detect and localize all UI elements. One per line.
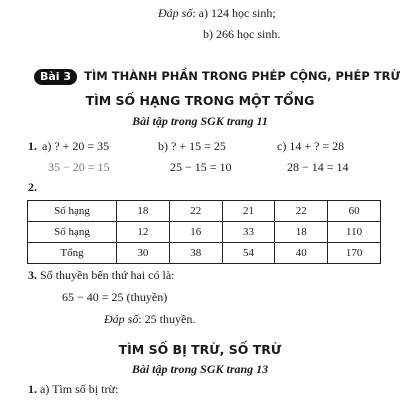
table-cell: 54 <box>222 243 275 264</box>
table-cell: 60 <box>328 201 381 222</box>
ex4-text: a) Tìm số bị trừ: <box>40 382 119 396</box>
table-row <box>28 201 381 222</box>
part2-heading: TÌM SỐ BỊ TRỪ, SỐ TRỪ <box>118 342 282 357</box>
ex1-b-work: 25 − 15 = 10 <box>170 160 232 174</box>
table-cell: 21 <box>222 201 275 222</box>
ex1-b: b) ? + 15 = 25 <box>158 139 226 153</box>
section-title: TÌM THÀNH PHẦN TRONG PHÉP CỘNG, PHÉP TRỪ <box>84 69 400 83</box>
part1-heading: TÌM SỐ HẠNG TRONG MỘT TỔNG <box>85 93 315 108</box>
answer-label: Đáp số <box>158 6 193 20</box>
lesson-badge: Bài 3 <box>34 69 77 85</box>
ex1-c-work: 28 − 14 = 14 <box>287 160 349 174</box>
table-cell: 38 <box>169 243 222 264</box>
table-cell: 18 <box>117 201 170 222</box>
table-cell: 18 <box>275 222 328 243</box>
table-cell: 110 <box>328 222 381 243</box>
ex2-number: 2. <box>28 180 37 194</box>
ex3-number: 3. <box>28 268 37 282</box>
table-cell: 30 <box>117 243 170 264</box>
part1-subheading: Bài tập trong SGK trang 11 <box>132 114 268 128</box>
table-cell: 12 <box>117 222 170 243</box>
section-header <box>34 65 400 85</box>
table-cell: Số hạng <box>28 222 117 243</box>
table-cell: Số hạng <box>28 201 117 222</box>
answer-label: Đáp số <box>104 312 139 326</box>
table-cell: 22 <box>169 201 222 222</box>
table-cell: 170 <box>328 243 381 264</box>
ex1-a: a) ? + 20 = 35 <box>42 139 110 153</box>
table-row <box>28 222 381 243</box>
table-row <box>28 243 381 264</box>
table-cell: 22 <box>275 201 328 222</box>
table-cell: 40 <box>275 243 328 264</box>
ex1-a-work: 35 − 20 = 15 <box>48 160 110 174</box>
sum-table <box>27 200 381 264</box>
answer-text: : a) 124 học sinh; <box>192 6 276 20</box>
answer-text: : 25 thuyền. <box>138 312 196 326</box>
top-answer-line-1 <box>158 6 276 21</box>
ex4-number: 1. <box>28 382 37 396</box>
ex4-line <box>28 382 118 397</box>
ex3-question-line <box>28 268 174 283</box>
ex1-c: c) 14 + ? = 28 <box>277 139 345 153</box>
ex3-question: Số thuyền bến thứ hai có là: <box>40 268 175 282</box>
ex3-work: 65 − 40 = 25 (thuyền) <box>62 290 168 304</box>
ex3-answer <box>104 312 195 327</box>
table-cell: Tổng <box>28 243 117 264</box>
ex1-number: 1. <box>28 139 37 153</box>
top-answer-line-2: b) 266 học sinh. <box>203 27 281 41</box>
table-cell: 16 <box>169 222 222 243</box>
table-cell: 33 <box>222 222 275 243</box>
part2-subheading: Bài tập trong SGK trang 13 <box>131 362 269 376</box>
